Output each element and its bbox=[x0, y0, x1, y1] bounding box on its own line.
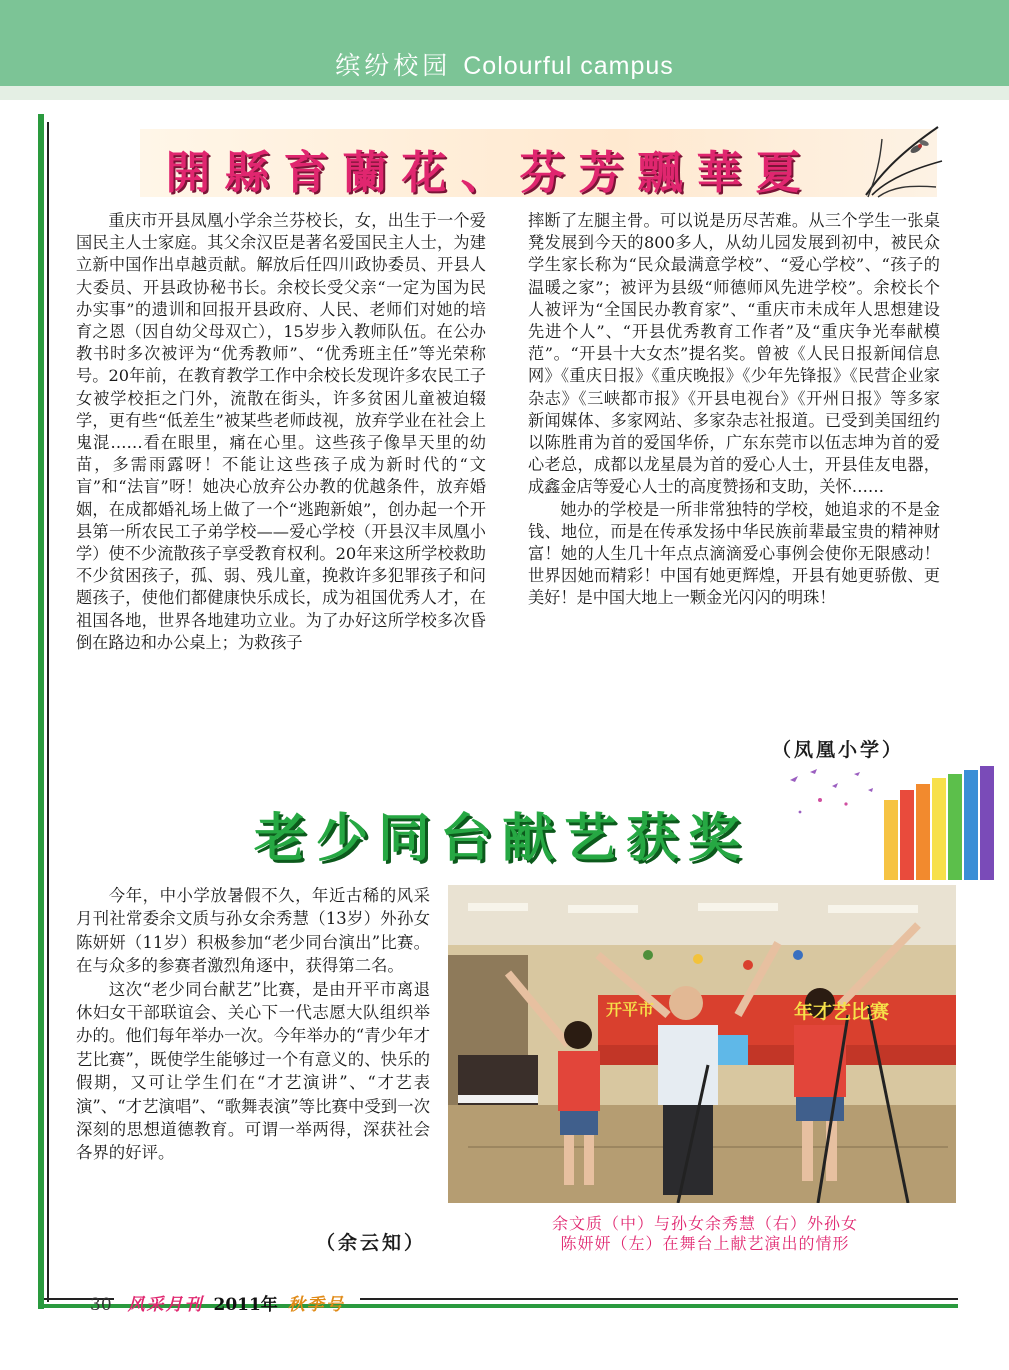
photo-banner-text-right: 年才艺比赛 bbox=[794, 1001, 890, 1023]
article1-title: 開縣育蘭花、芬芳飄華夏 bbox=[165, 146, 815, 199]
article2-title: 老少同台献艺获奖 bbox=[253, 808, 750, 869]
orchid-painting-icon bbox=[858, 121, 944, 201]
section-title-en: Colourful campus bbox=[463, 52, 674, 80]
section-title bbox=[0, 46, 1009, 82]
header-strip bbox=[0, 86, 1009, 100]
left-frame-rule bbox=[38, 114, 44, 1309]
article1-paragraph: 重庆市开县凤凰小学余兰芬校长，女，出生于一个爱国民主人士家庭。其父余汉臣是著名爱国民主人士，为建立新中国作出卓越贡献。解放后任四川政协委员、开县人大委员、开县政协秘书长。余校长受父亲“一定为国为民办实事”的遗训和回报开县政府、人民、老师们对她的培育之恩（因自幼父母双亡），15岁步入教师队伍。在公办教书时多次被评为“优秀教师”、“优秀班主任”等光荣称号。20年前，在教育教学工作中余校长发现许多农民工子女被学校拒之门外，流散在街头，许多贫困儿童被迫辍学，更有些“低差生”被某些老师歧视，放弃学业在社会上鬼混……看在眼里，痛在心里。这些孩子像旱天里的幼苗，多需雨露呀！不能让这些孩子成为新时代的“文盲”和“法盲”呀！她决心放弃公办教的优越条件，放弃婚姻，在成都婚礼场上做了一个“逃跑新娘”，创办起一个开县第一所农民工子弟学校——爱心学校（开县汉丰凤凰小学）使不少流散孩子享受教育权利。20年来这所学校救助不少贫困孩子，孤、弱、残儿童，挽救许多犯罪孩子和问题孩子，使他们都健康快乐成长，成为祖国优秀人才，在祖国各地，世界各地建功立业。为了办好这所学校多次昏倒在路边和办公桌上；为救孩子 bbox=[76, 211, 486, 652]
article2-signature: （余云知） bbox=[316, 1232, 427, 1254]
article1-column-right bbox=[528, 210, 940, 610]
rainbow-decoration-icon bbox=[780, 760, 1009, 880]
article1-paragraph: 她办的学校是一所非常独特的学校，她追求的不是金钱、地位，而是在传承发扬中华民族前辈最宝贵的精神财富！她的人生几十年点点滴滴爱心事例会使你无限感动！世界因她而精彩！中国有她更辉煌，开县有她更骄傲、更美好！是中国大地上一颗金光闪闪的明珠！ bbox=[528, 499, 940, 608]
article2-paragraph: 这次“老少同台献艺”比赛，是由开平市离退休妇女干部联谊会、关心下一代志愿大队组织举办的。他们每年举办一次。今年举办的“青少年才艺比赛”，既使学生能够过一个有意义的、快乐的假期，又可让学生们在“才艺演讲”、“才艺表演”、“才艺演唱”、“歌舞表演”等比赛中受到一次深刻的思想道德教育。可谓一举两得，深获社会各界的好评。 bbox=[76, 979, 430, 1163]
article2-column-left bbox=[76, 884, 430, 1165]
article1-paragraph: 摔断了左腿主骨。可以说是历尽苦难。从三个学生一张桌凳发展到今天的800多人，从幼儿园发展到初中，被民众学生家长称为“民众最满意学校”、“爱心学校”、“孩子的温暖之家”；被评为县级“师德师风先进学校”。余校长个人被评为“全国民办教育家”、“重庆市未成年人思想建设先进个人”、“开县优秀教育工作者”及“重庆争光奉献模范”。“开县十大女杰”提名奖。曾被《人民日报新闻信息网》《重庆日报》《重庆晚报》《少年先锋报》《民营企业家杂志》《三峡都市报》《开县电视台》《开州日报》等多家新闻媒体、多家网站、多家杂志社报道。已受到美国纽约以陈胜甫为首的爱国华侨，广东东莞市以伍志坤为首的爱心老总，成都以龙星晨为首的爱心人士，开县佳友电器，成鑫金店等爱心人士的高度赞扬和支助，关怀…… bbox=[528, 211, 940, 497]
performance-photo bbox=[448, 885, 956, 1203]
left-frame-thin-rule bbox=[47, 122, 49, 1302]
photo-caption bbox=[450, 1214, 960, 1254]
photo-caption-line: 余文质（中）与孙女余秀慧（右）外孙女 bbox=[551, 1214, 858, 1233]
photo-caption-line: 陈妍妍（左）在舞台上献艺演出的情形 bbox=[560, 1234, 850, 1253]
page-footer bbox=[90, 1290, 345, 1315]
issue-season: 秋季号 bbox=[287, 1295, 345, 1315]
magazine-name: 风采月刊 bbox=[127, 1295, 204, 1315]
page-number: 30 bbox=[90, 1295, 112, 1315]
article1-signature: （凤凰小学） bbox=[772, 739, 905, 761]
bottom-frame-thin-rule-right bbox=[360, 1298, 958, 1300]
issue-year: 2011年 bbox=[213, 1295, 278, 1315]
section-title-cn: 缤纷校园 bbox=[335, 52, 452, 80]
article1-column-left bbox=[76, 210, 486, 654]
article2-paragraph: 今年，中小学放暑假不久，年近古稀的风采月刊社常委余文质与孙女余秀慧（13岁）外孙女陈妍妍（11岁）积极参加“老少同台演出”比赛。在与众多的参赛者激烈角逐中，获得第二名。 bbox=[76, 886, 430, 976]
performance-photo-illustration bbox=[448, 885, 956, 1203]
photo-banner-text: 开平市 bbox=[606, 1000, 655, 1019]
